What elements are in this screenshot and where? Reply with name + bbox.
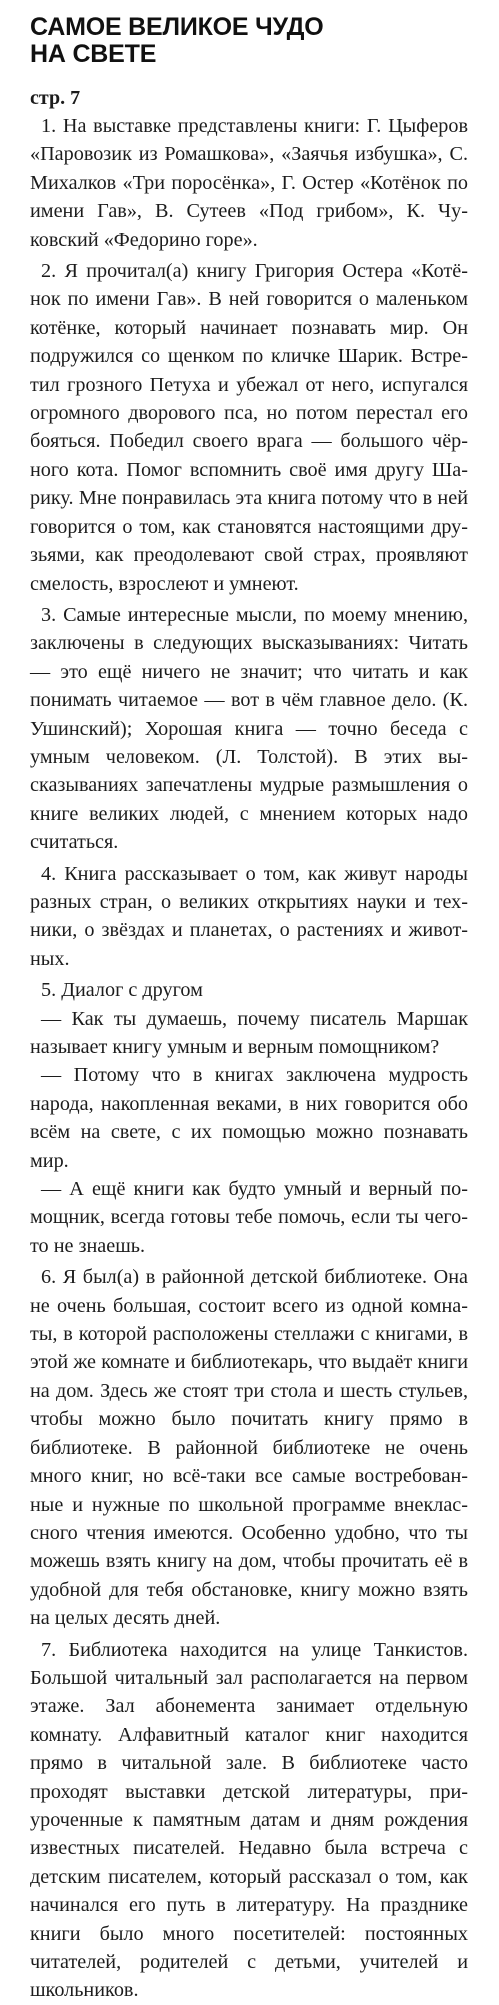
paragraph-4: 4. Книга рассказывает о том, как живут народы разных стран, о великих открытиях науки и техники, о звёздах и планетах, о растениях и животных. [30,862,468,970]
dialogue-line: — А ещё книги как будто умный и верный помощник, всегда готовы тебе помочь, если ты чего-то не знаешь. [30,1178,468,1257]
paragraph-7: 7. Библиотека находится на улице Танкистов. Большой читальный зал располагается на первом этаже. Зал абонемента занимает отдельную комнату. Алфавитный каталог книг находится прямо в читальной зале. В библиотеке часто проходят выставки детской литературы, приуроченные к памятным датам и дням рождения известных писателей. Недавно была встреча с детским писателем, который рассказал о том, как начинался его путь в литературу. На празднике книги было много посетителей: постоянных читателей, родителей с детьми, учителей и школьников. [30,1638,468,2002]
page-title [30,14,468,68]
dialogue-line: — Как ты думаешь, почему писатель Маршак называет книгу умным и верным помощником? [30,1007,468,1058]
dialogue-heading: 5. Диалог с другом [41,979,203,1002]
title-line-1: САМОЕ ВЕЛИКОЕ ЧУДО [30,13,324,41]
document-page [30,14,468,2005]
title-line-2: НА СВЕТЕ [30,40,157,68]
paragraph-3: 3. Самые интересные мысли, по моему мнению, заключены в следующих высказываниях: Читать — это ещё ничего не значит; что читать и как понимать читаемое — вот в чём главное дело. (К. Ушинский); Хорошая книга — точно беседа с умным человеком. (Л. Толстой). В этих высказываниях запечатлены мудрые размышления о книге великих людей, с мнением которых надо считаться. [30,603,468,854]
paragraph-1: 1. На выставке представлены книги: Г. Цыферов «Паровозик из Ромашкова», «Заячья избушка», С. Михалков «Три поросёнка», Г. Остер «Котёнок по имени Гав», В. Сутеев «Под грибом», К. Чуковский «Федорино горе». [30,115,468,251]
dialogue-section [30,976,468,1260]
page-reference: стр. 7 [30,87,81,109]
paragraph-2: 2. Я прочитал(а) книгу Григория Остера «Котёнок по имени Гав». В ней говорится о маленьком котёнке, который начинает познавать мир. Он подружился со щенком по кличке Шарик. Встретил грозного Петуха и убежал от него, испугался огромного дворового пса, но потом перестал его бояться. Победил своего врага — большого чёрного кота. Помог вспомнить своё имя другу Шарику. Мне понравилась эта книга потому что в ней говорится о том, как становятся настоящими друзьями, как преодолевают свой страх, проявляют смелость, взрослеют и умнеют. [30,260,468,595]
paragraph-6: 6. Я был(а) в районной детской библиотеке. Она не очень большая, состоит всего из одной комнаты, в которой расположены стеллажи с книгами, в этой же комнате и библиотекарь, что выдаёт книги на дом. Здесь же стоят три стола и шесть стульев, чтобы можно было почитать книгу прямо в библиотеке. В районной библиотеке не очень много книг, но всё-таки все самые востребованные и нужные по школьной программе внеклассного чтения имеются. Особенно удобно, что ты можешь взять книгу на дом, чтобы прочитать её в удобной для тебя обстановке, книгу можно взять на целых десять дней. [30,1266,468,1630]
dialogue-line: — Потому что в книгах заключена мудрость народа, накопленная веками, в них говорится обо всём на свете, с их помощью можно познавать мир. [30,1064,468,1172]
